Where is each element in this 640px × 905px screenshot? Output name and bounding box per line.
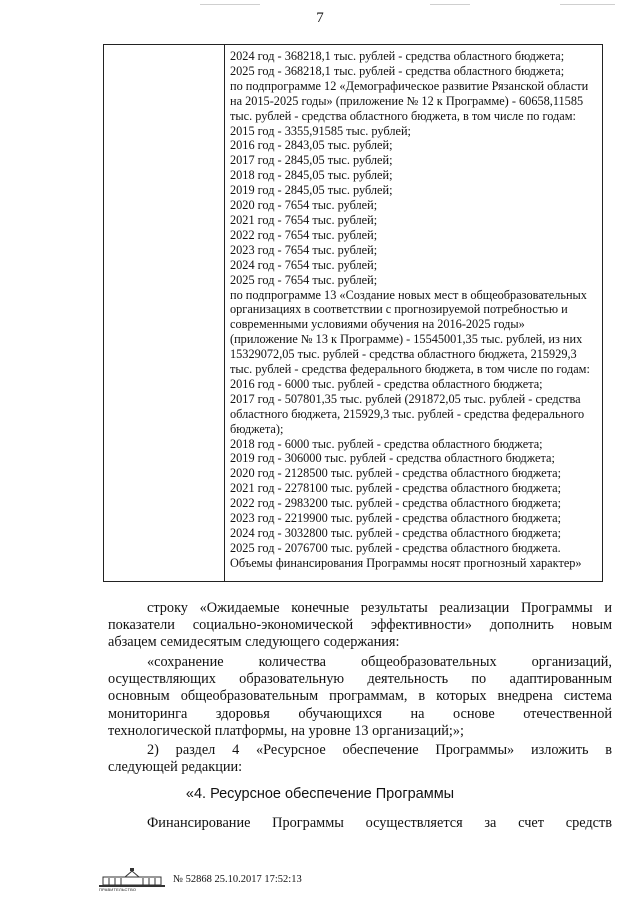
table-text-line: тыс. рублей - средства областного бюджета, в том числе по годам: (230, 108, 576, 123)
scan-artifact (430, 4, 470, 5)
table-text-line: 2024 год - 368218,1 тыс. рублей - средства областного бюджета; (230, 49, 565, 63)
table-text-line: 2017 год - 2845,05 тыс. рублей; (230, 153, 393, 168)
table-text-line: 2016 год - 2843,05 тыс. рублей; (230, 138, 393, 153)
table-text-line: 2023 год - 2219900 тыс. рублей - средства областного бюджета; (230, 511, 562, 526)
table-text-line: 2017 год - 507801,35 тыс. рублей (291872,05 тыс. рублей - средства (230, 391, 581, 406)
table-text-line: 2024 год - 3032800 тыс. рублей - средства областного бюджета; (230, 526, 562, 540)
table-text-line: бюджета); (230, 421, 284, 436)
table-text-line: 2025 год - 2076700 тыс. рублей - средства областного бюджета. (230, 540, 561, 555)
text-line: Финансирование Программы осуществляется за счет средств (147, 815, 612, 831)
text-line: основным общеобразовательным программам, в которых внедрена система (108, 688, 612, 705)
table-text-line: по подпрограмме 12 «Демографическое развитие Рязанской области (230, 78, 589, 93)
paragraph-expected-results (108, 600, 612, 652)
text-line: абзацем семидесятым следующего содержания: (108, 634, 400, 651)
table-text-line: 2025 год - 368218,1 тыс. рублей - средства областного бюджета; (230, 63, 565, 78)
text-line: технологической платформы, на уровне 13 организаций;»; (108, 722, 465, 739)
table-text-line: 2023 год - 7654 тыс. рублей; (230, 242, 378, 257)
financing-table (103, 44, 603, 582)
table-text-line: по подпрограмме 13 «Создание новых мест в общеобразовательных (230, 287, 587, 302)
logo-caption: ПРАВИТЕЛЬСТВО (99, 887, 137, 892)
text-line: мониторинга здоровья обучающихся на основе отечественной (108, 705, 612, 722)
table-text-line: 2019 год - 306000 тыс. рублей - средства областного бюджета; (230, 451, 555, 466)
text-line: 2) раздел 4 «Ресурсное обеспечение Программы» изложить в (147, 742, 612, 758)
text-line: строку «Ожидаемые конечные результаты реализации Программы и (147, 600, 612, 616)
table-text-line: современными условиями обучения на 2016-2025 годы» (230, 317, 525, 332)
document-footer (95, 866, 395, 892)
table-text-line: 2021 год - 2278100 тыс. рублей - средства областного бюджета; (230, 481, 562, 496)
table-text-line: 2020 год - 7654 тыс. рублей; (230, 198, 378, 213)
text-line: осуществляющих образовательную деятельность по адаптированным (108, 671, 612, 688)
table-text-line: тыс. рублей - средства федерального бюджета, в том числе по годам: (230, 362, 590, 377)
table-text-line: Объемы финансирования Программы носят прогнозный характер» (230, 555, 582, 570)
table-text-line: 2018 год - 6000 тыс. рублей - средства областного бюджета; (230, 436, 543, 451)
table-text-line: 2022 год - 2983200 тыс. рублей - средства областного бюджета; (230, 496, 562, 511)
table-column-divider (224, 45, 225, 581)
page-number: 7 (316, 10, 324, 26)
table-text-line: 2024 год - 7654 тыс. рублей; (230, 257, 378, 272)
paragraph-quoted-addition (108, 654, 612, 740)
paragraph-section-4-change (108, 742, 612, 776)
table-text-line: 2019 год - 2845,05 тыс. рублей; (230, 183, 393, 198)
table-text-line: областного бюджета, 215929,3 тыс. рублей - средства федерального (230, 406, 585, 421)
table-text-line: (приложение № 13 к Программе) - 15545001,35 тыс. рублей, из них (230, 332, 583, 347)
section-heading: «4. Ресурсное обеспечение Программы (185, 786, 455, 802)
table-cell-content (230, 49, 600, 571)
table-text-line: организациях в соответствии с прогнозируемой потребностью и (230, 302, 568, 317)
table-text-line: 2022 год - 7654 тыс. рублей; (230, 227, 378, 242)
table-text-line: на 2015-2025 годы» (приложение № 12 к Программе) - 60658,11585 (230, 93, 584, 108)
table-text-line: 15329072,05 тыс. рублей - средства областного бюджета, 215929,3 (230, 347, 577, 362)
table-text-line: 2020 год - 2128500 тыс. рублей - средства областного бюджета; (230, 466, 562, 481)
text-line: показатели социально-экономической эффективности» дополнить новым (108, 617, 612, 634)
table-text-line: 2016 год - 6000 тыс. рублей - средства областного бюджета; (230, 376, 543, 391)
table-text-line: 2018 год - 2845,05 тыс. рублей; (230, 168, 393, 183)
scan-artifact (560, 4, 615, 5)
text-line: следующей редакции: (108, 759, 243, 776)
table-text-line: 2015 год - 3355,91585 тыс. рублей; (230, 123, 411, 138)
table-text-line: 2025 год - 7654 тыс. рублей; (230, 272, 378, 287)
document-id-stamp: № 52868 25.10.2017 17:52:13 (173, 874, 302, 885)
text-line: «сохранение количества общеобразовательных организаций, (147, 654, 612, 670)
scan-artifact (200, 4, 260, 5)
table-text-line: 2021 год - 7654 тыс. рублей; (230, 212, 378, 227)
